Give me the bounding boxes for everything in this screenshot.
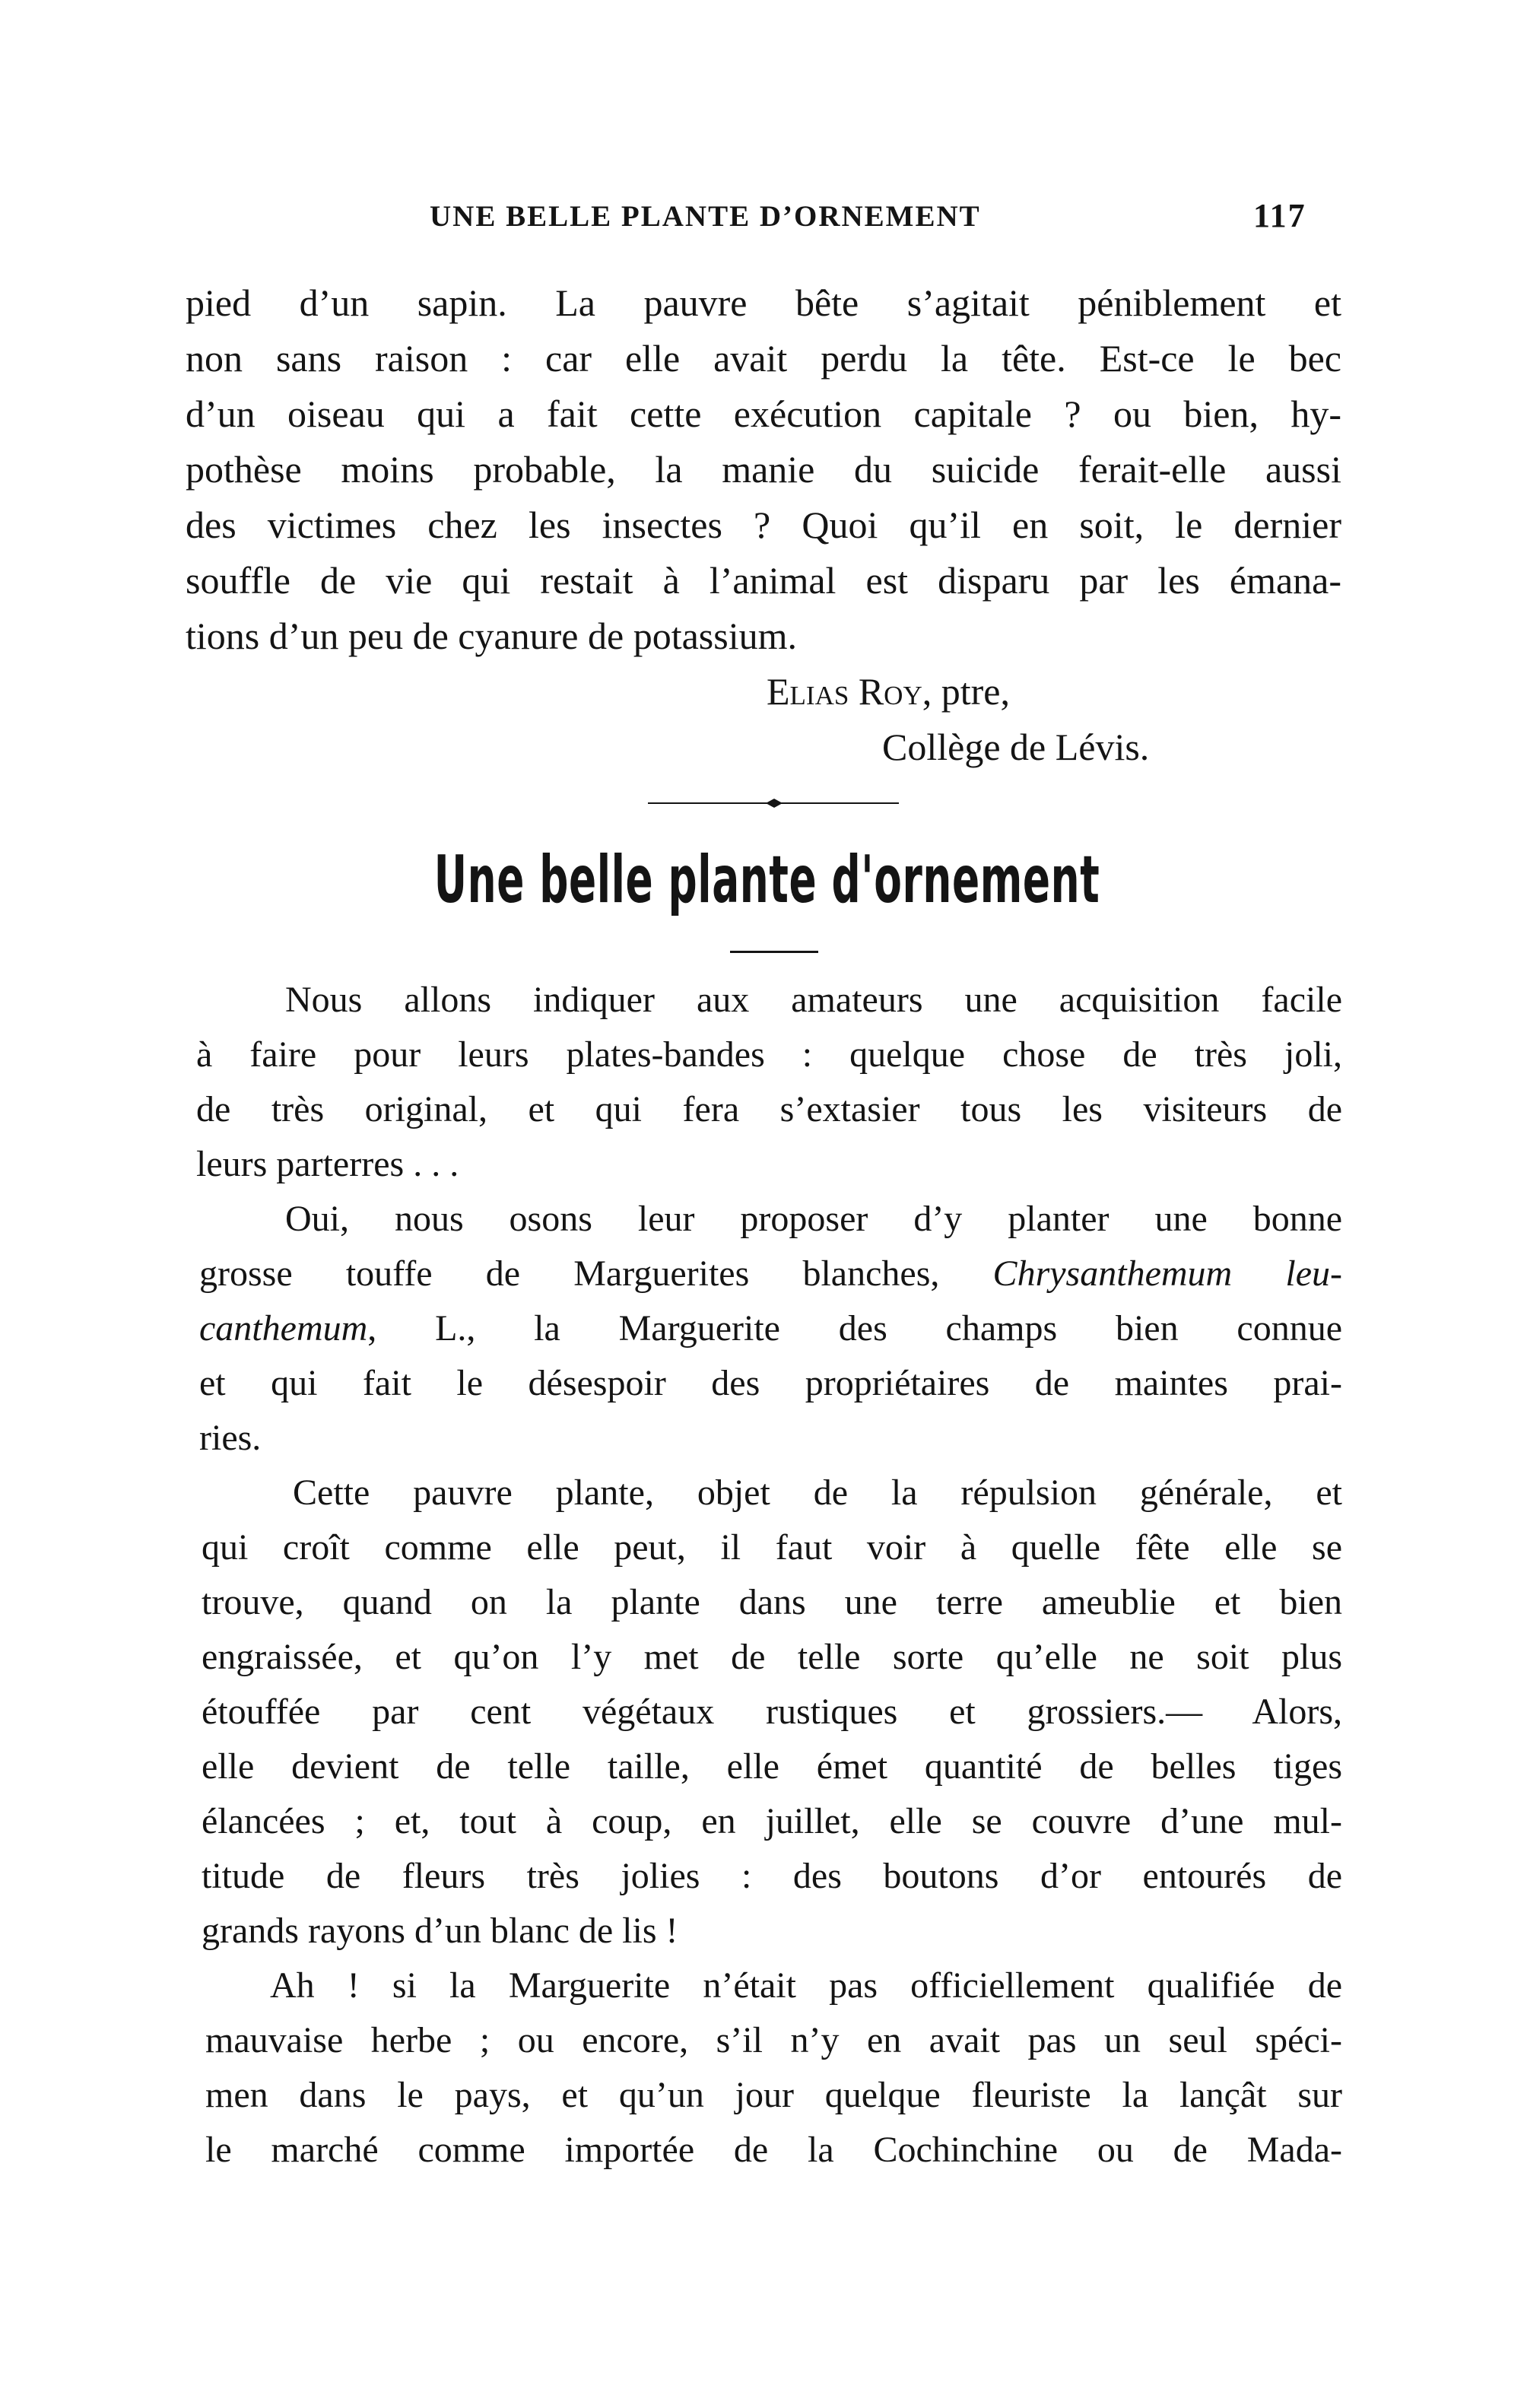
title-rule <box>730 951 818 953</box>
text-line: pothèse moins probable, la manie du suicide ferait-elle aussi <box>186 448 1341 491</box>
text-line: leurs parterres . . . <box>196 1144 459 1184</box>
text-line: men dans le pays, et qu’un jour quelque fleuriste la lançât sur <box>205 2075 1342 2115</box>
text-line: Ah ! si la Marguerite n’était pas officiellement qualifiée de <box>270 1965 1342 2006</box>
italic-species: canthemum <box>199 1308 368 1349</box>
text-line: engraissée, et qu’on l’y met de telle sorte qu’elle ne soit plus <box>202 1637 1342 1677</box>
text-line: mauvaise herbe ; ou encore, s’il n’y en avait pas un seul spéci- <box>205 2020 1342 2060</box>
text-line: des victimes chez les insectes ? Quoi qu’il en soit, le dernier <box>186 504 1341 546</box>
running-title: UNE BELLE PLANTE D’ORNEMENT <box>430 200 981 233</box>
text-line: ries. <box>199 1418 262 1458</box>
text-line: qui croît comme elle peut, il faut voir à quelle fête elle se <box>202 1527 1342 1568</box>
text-line: d’un oiseau qui a fait cette exécution capitale ? ou bien, hy- <box>186 392 1341 435</box>
text-line: non sans raison : car elle avait perdu la tête. Est-ce le bec <box>186 337 1341 380</box>
italic-species: Chrysanthemum leu- <box>992 1253 1342 1294</box>
text-line: grands rayons d’un blanc de lis ! <box>202 1911 678 1951</box>
text-line: de très original, et qui fera s’extasier tous les visiteurs de <box>196 1089 1342 1129</box>
signature-line <box>767 669 1010 714</box>
text-line: à faire pour leurs plates-bandes : quelque chose de très joli, <box>196 1034 1342 1075</box>
text-line: Nous allons indiquer aux amateurs une acquisition facile <box>285 980 1342 1020</box>
section-ornament <box>648 799 899 808</box>
text-line: élancées ; et, tout à coup, en juillet, elle se couvre d’une mul- <box>202 1801 1342 1841</box>
text-line: tions d’un peu de cyanure de potassium. <box>186 615 797 657</box>
text-line: titude de fleurs très jolies : des boutons d’or entourés de <box>202 1856 1342 1896</box>
page-number: 117 <box>1253 197 1306 234</box>
text-line: et qui fait le désespoir des propriétaires de maintes prai- <box>199 1363 1342 1403</box>
text-line: Cette pauvre plante, objet de la répulsion générale, et <box>293 1472 1342 1513</box>
text-line: étouffée par cent végétaux rustiques et grossiers.— Alors, <box>202 1692 1342 1732</box>
author-title: , ptre, <box>922 670 1010 713</box>
text-line: Oui, nous osons leur proposer d’y planter une bonne <box>285 1199 1342 1239</box>
signature-institution: Collège de Lévis. <box>882 726 1150 768</box>
text-line: grosse touffe de Marguerites blanches, Chrysanthemum leu- <box>199 1253 1342 1294</box>
text-line: pied d’un sapin. La pauvre bête s’agitait péniblement et <box>186 281 1341 324</box>
text-line: elle devient de telle taille, elle émet quantité de belles tiges <box>202 1746 1342 1787</box>
text-line: souffle de vie qui restait à l’animal est disparu par les émana- <box>186 559 1341 602</box>
text-line: le marché comme importée de la Cochinchine ou de Mada- <box>205 2130 1342 2170</box>
text-line: canthemum, L., la Marguerite des champs bien connue <box>199 1308 1342 1349</box>
text-line: trouve, quand on la plante dans une terre ameublie et bien <box>202 1582 1342 1622</box>
author-name: Elias Roy <box>767 670 922 713</box>
article-title: Une belle plante d'ornement <box>433 842 1100 918</box>
